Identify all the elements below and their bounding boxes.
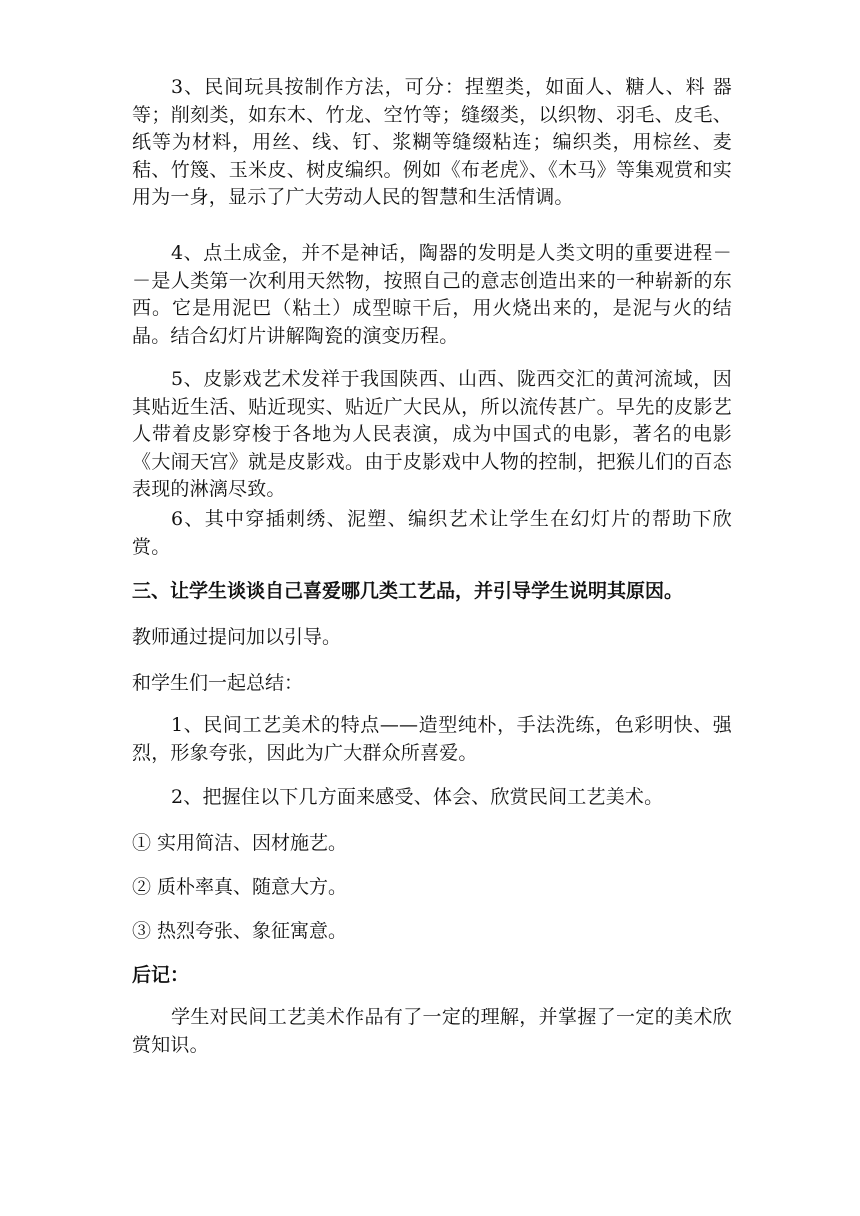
appreciation-point-3: ③ 热烈夸张、象征寓意。 (132, 920, 348, 942)
paragraph-pottery: 4、点土成金，并不是神话，陶器的发明是人类文明的重要进程－－是人类第一次利用天然物，按照自己的意志创造出来的一种崭新的东西。它是用泥巴（粘土）成型晾干后，用火烧出来的，是泥与火的结晶。结合幻灯片讲解陶瓷的演变历程。 (132, 242, 732, 347)
summary-point-appreciation: 2、把握住以下几方面来感受、体会、欣赏民间工艺美术。 (171, 786, 664, 808)
paragraph-embroidery: 6、其中穿插刺绣、泥塑、编织艺术让学生在幻灯片的帮助下欣赏。 (132, 508, 732, 558)
summary-intro: 和学生们一起总结： (132, 672, 304, 694)
summary-point-features: 1、民间工艺美术的特点——造型纯朴，手法洗练，色彩明快、强烈，形象夸张，因此为广大群众所喜爱。 (132, 714, 732, 764)
paragraph-shadow-play: 5、皮影戏艺术发祥于我国陕西、山西、陇西交汇的黄河流域，因其贴近生活、贴近现实、贴近广大民从，所以流传甚广。早先的皮影艺人带着皮影穿梭于各地为人民表演，成为中国式的电影，著名的电影《大闹天宫》就是皮影戏。由于皮影戏中人物的控制，把猴儿们的百态表现的淋漓尽致。 (132, 368, 732, 501)
paragraph-folk-toys: 3、民间玩具按制作方法，可分：捏塑类，如面人、糖人、料 器等；削刻类，如东木、竹龙、空竹等；缝缀类，以织物、羽毛、皮毛、纸等为材料，用丝、线、钉、浆糊等缝缀粘连；编织类，用棕丝、麦秸、竹篾、玉米皮、树皮编织。例如《布老虎》、《木马》等集观赏和实用为一身，显示了广大劳动人民的智慧和生活情调。 (132, 76, 732, 209)
postscript-heading: 后记： (132, 964, 190, 986)
section-heading-discussion: 三、让学生谈谈自己喜爱哪几类工艺品，并引导学生说明其原因。 (132, 580, 684, 602)
teacher-guidance-line: 教师通过提问加以引导。 (132, 626, 342, 648)
postscript-body: 学生对民间工艺美术作品有了一定的理解，并掌握了一定的美术欣赏知识。 (132, 1006, 732, 1056)
appreciation-point-2: ② 质朴率真、随意大方。 (132, 876, 348, 898)
appreciation-point-1: ① 实用简洁、因材施艺。 (132, 832, 348, 854)
